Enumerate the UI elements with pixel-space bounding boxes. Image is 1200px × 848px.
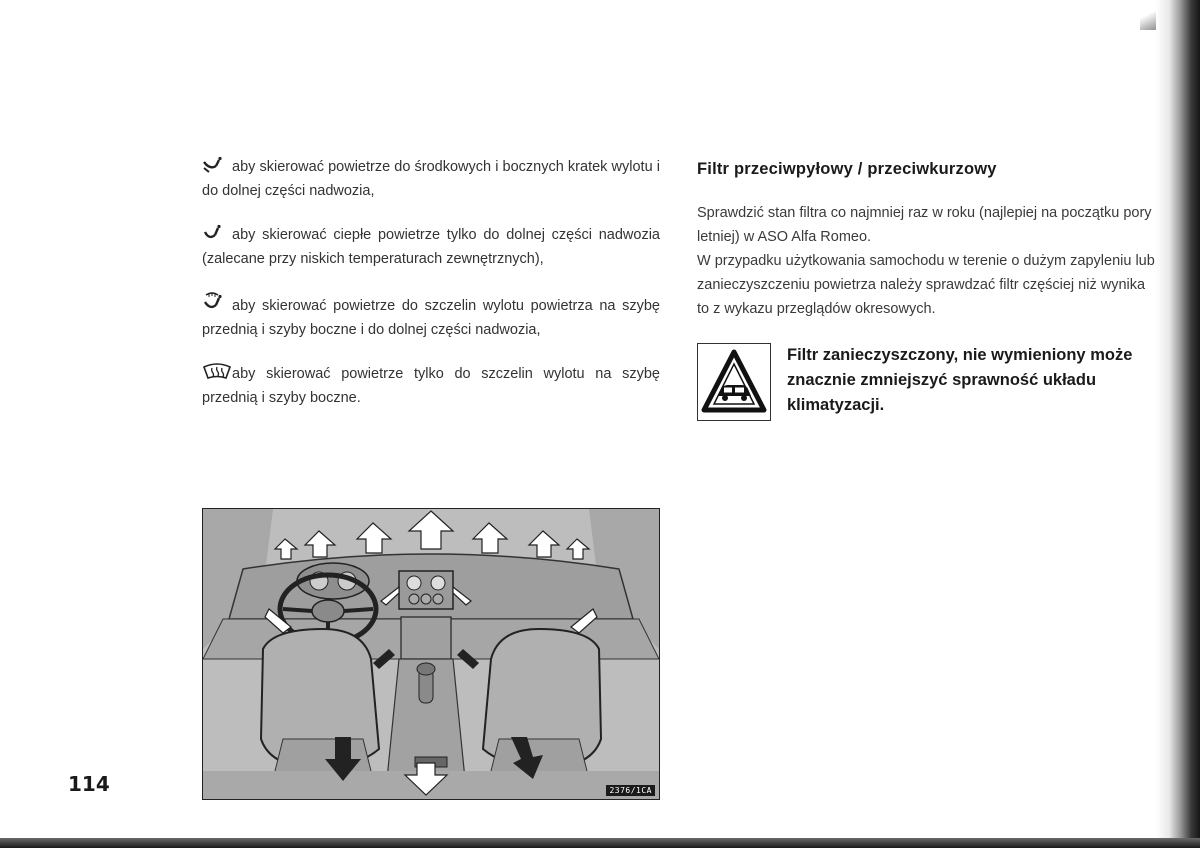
airflow-feet-icon: [202, 224, 228, 242]
page-number: 114: [68, 772, 110, 796]
airflow-instructions: [202, 155, 660, 430]
airflow-item-text: aby skierować ciepłe powietrze tylko do dolnej części nadwozia (zalecane przy niskich temperaturach zewnętrznych),: [202, 227, 660, 267]
section-title: Filtr przeciwpyłowy / przeciwkurzowy: [697, 160, 997, 178]
airflow-item-text: aby skierować powietrze do środkowych i bocznych kratek wylotu i do dolnej części nadwozia,: [202, 159, 660, 199]
filter-paragraph-2: W przypadku użytkowania samochodu w terenie o dużym zapyleniu lub zanieczyszczeniu powietrza należy sprawdzać filtr częściej niż wynika to z wykazu przeglądów okresowych.: [697, 253, 1155, 317]
airflow-item: [202, 155, 660, 203]
airflow-item: [202, 223, 660, 271]
figure-code: 2376/1CA: [606, 785, 655, 796]
page-bottom-edge: [0, 838, 1200, 848]
car-interior-illustration: [202, 508, 660, 800]
airflow-vents-and-feet-icon: [202, 156, 228, 174]
warning-block: [697, 343, 1157, 423]
windshield-defrost-icon: [202, 363, 228, 381]
airflow-item-text: aby skierować powietrze do szczelin wylotu powietrza na szybę przednią i szyby boczne i do dolnej części nadwozia,: [202, 298, 660, 338]
warning-text: Filtr zanieczyszczony, nie wymieniony może znacznie zmniejszyć sprawność układu klimatyzacji.: [787, 346, 1133, 414]
airflow-item: [202, 362, 660, 410]
airflow-item-text: aby skierować powietrze tylko do szczelin wylotu na szybę przednią i szyby boczne.: [202, 366, 660, 406]
filter-paragraph-1: Sprawdzić stan filtra co najmniej raz w roku (najlepiej na początku pory letniej) w ASO Alfa Romeo.: [697, 205, 1152, 245]
car-warning-triangle-icon: [697, 343, 771, 421]
book-spine-shadow: [1156, 0, 1200, 848]
filter-section: [697, 160, 1157, 321]
airflow-windshield-and-feet-icon: [202, 291, 228, 309]
airflow-item: [202, 291, 660, 342]
